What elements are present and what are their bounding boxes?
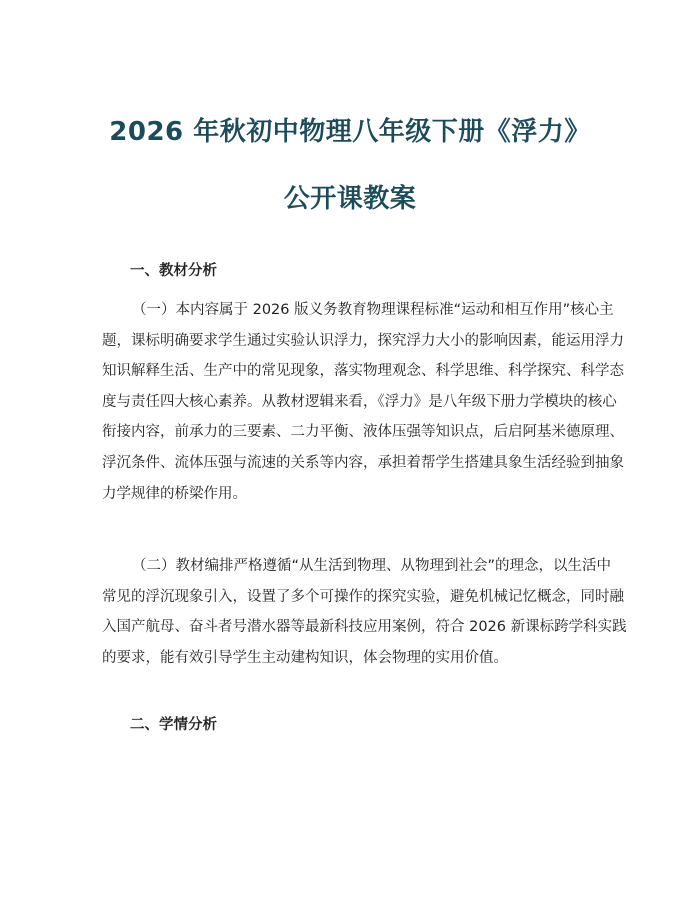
section-heading-student-analysis: 二、学情分析 [130,717,217,733]
paragraph-line: 常见的浮沉现象引入，设置了多个可操作的探究实验，避免机械记忆概念，同时融 [102,588,624,605]
paragraph-line: 题，课标明确要求学生通过实验认识浮力，探究浮力大小的影响因素，能运用浮力 [102,332,624,349]
document-title: 2026 年秋初中物理八年级下册《浮力》 [109,117,591,147]
paragraph-line: 衔接内容，前承力的三要素、二力平衡、液体压强等知识点，后启阿基米德原理、 [102,424,624,441]
paragraph-line: 知识解释生活、生产中的常见现象，落实物理观念、科学思维、科学探究、科学态 [102,363,624,380]
paragraph-textbook-arrangement [102,551,627,673]
section-heading-textbook-analysis: 一、教材分析 [130,263,217,279]
document-subtitle: 公开课教案 [283,184,417,214]
paragraph-line: （二）教材编排严格遵循“从生活到物理、从物理到社会”的理念，以生活中 [132,558,612,574]
paragraph-line: 力学规律的桥梁作用。 [102,485,247,502]
paragraph-line: 度与责任四大核心素养。从教材逻辑来看，《浮力》是八年级下册力学模块的核心 [102,393,617,410]
paragraph-line: 浮沉条件、流体压强与流速的关系等内容，承担着帮学生搭建具象生活经验到抽象 [102,454,624,471]
paragraph-line: （一）本内容属于 2026 版义务教育物理课程标准“运动和相互作用”核心主 [132,302,614,318]
paragraph-line: 入国产航母、奋斗者号潜水器等最新科技应用案例，符合 2026 新课标跨学科实践 [102,619,627,636]
paragraph-line: 的要求，能有效引导学生主动建构知识，体会物理的实用价值。 [102,649,508,666]
paragraph-textbook-content [102,295,624,509]
